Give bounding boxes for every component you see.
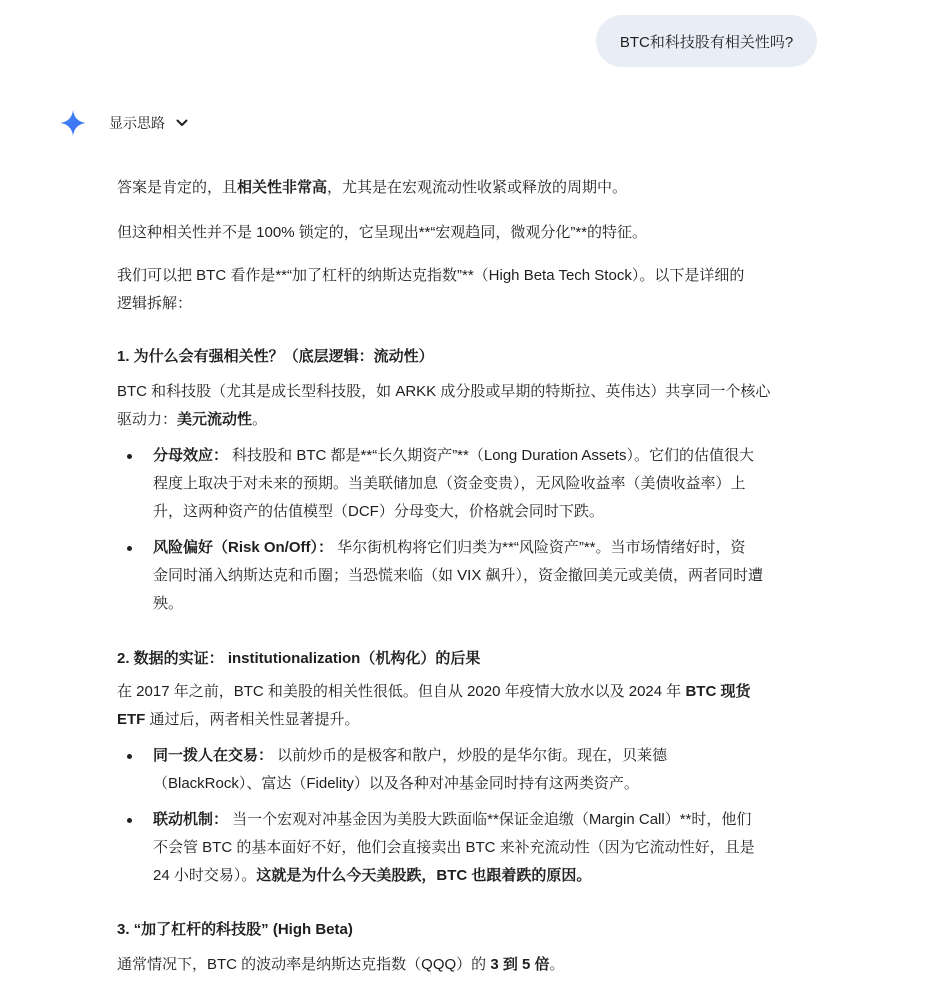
gemini-sparkle-icon [60, 110, 86, 136]
list-item: 同一拨人在交易： 以前炒币的是极客和散户，炒股的是华尔街。现在，贝莱德 （BlackRock）、富达（Fidelity）以及各种对冲基金同时持有这两类资产。 [117, 742, 817, 798]
answer-paragraph-1: 答案是肯定的，且相关性非常高，尤其是在宏观流动性收紧或释放的周期中。 [117, 179, 628, 196]
section-1-heading: 1. 为什么会有强相关性？（底层逻辑：流动性） [117, 348, 434, 365]
chevron-down-icon [175, 116, 189, 130]
list-item: 联动机制： 当一个宏观对冲基金因为美股大跌面临**保证金追缴（Margin Call）**时，他们 不会管 BTC 的基本面好不好，他们会直接卖出 BTC 来补充流动性（因为它流动性好，且是 24 小时交易）。这就是为什么今天美股跌，BTC 也跟着跌的原因。 [117, 806, 817, 890]
answer-paragraph-2: 但这种相关性并不是 100% 锁定的，它呈现出**“宏观趋同，微观分化”**的特征。 [117, 224, 648, 241]
show-thinking-label: 显示思路 [109, 115, 165, 131]
show-thinking-toggle[interactable] [109, 113, 189, 133]
list-item: 分母效应： 科技股和 BTC 都是**“长久期资产”**（Long Duration Assets）。它们的估值很大 程度上取决于对未来的预期。当美联储加息（资金变贵），无风险收益率（美债收益率）上 升，这两种资产的估值模型（DCF）分母变大，价格就会同时下跌。 [117, 442, 817, 526]
user-message-bubble [596, 15, 817, 67]
answer-paragraph-3: 我们可以把 BTC 看作是**“加了杠杆的纳斯达克指数”**（High Beta Tech Stock）。以下是详细的 逻辑拆解： [117, 267, 745, 312]
section-2-intro: 在 2017 年之前，BTC 和美股的相关性很低。但自从 2020 年疫情大放水以及 2024 年 BTC 现货 ETF 通过后，两者相关性显著提升。 [117, 683, 751, 728]
section-2-heading: 2. 数据的实证： institutionalization（机构化）的后果 [117, 650, 481, 667]
section-1-intro: BTC 和科技股（尤其是成长型科技股，如 ARKK 成分股或早期的特斯拉、英伟达）共享同一个核心 驱动力：美元流动性。 [117, 383, 771, 428]
section-3-heading: 3. “加了杠杆的科技股” (High Beta) [117, 921, 353, 938]
user-message-text: BTC和科技股有相关性吗? [619, 33, 794, 51]
list-item: 风险偏好（Risk On/Off）： 华尔街机构将它们归类为**“风险资产”**。当市场情绪好时，资 金同时涌入纳斯达克和币圈；当恐慌来临（如 VIX 飙升），资金撤回美元或美债，两者同时遭 殃。 [117, 534, 817, 618]
section-3-intro: 通常情况下，BTC 的波动率是纳斯达克指数（QQQ）的 3 到 5 倍。 [117, 956, 565, 973]
